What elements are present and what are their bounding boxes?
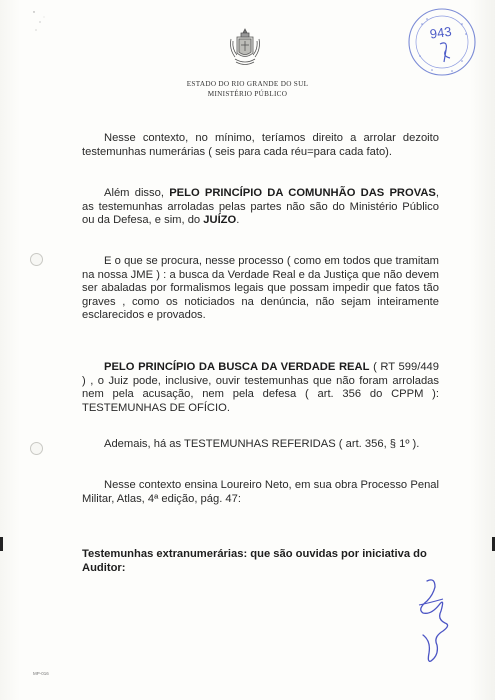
paragraph-1 xyxy=(82,132,439,159)
signature xyxy=(405,575,455,665)
paragraph-6-text: Nesse contexto ensina Loureiro Neto, em sua obra Processo Penal Militar, Atlas, 4ª edição, pág. 47: xyxy=(82,479,439,505)
paragraph-2-bold-end: JUÍZO xyxy=(203,214,237,227)
paragraph-6 xyxy=(82,479,439,506)
paragraph-4-bold: PELO PRINCÍPIO DA BUSCA DA VERDADE REAL xyxy=(104,361,370,373)
footer-form-code: MP-016 xyxy=(33,671,49,676)
section-heading: Testemunhas extranumerárias: que são ouvidas por iniciativa do Auditor: xyxy=(82,548,427,574)
paragraph-2-bold: PELO PRINCÍPIO DA COMUNHÃO DAS PROVAS xyxy=(169,187,436,199)
paragraph-4 xyxy=(82,361,439,415)
scan-specks xyxy=(28,8,58,38)
punch-hole xyxy=(30,253,43,266)
paragraph-5 xyxy=(82,438,439,452)
paragraph-4-rest: ( RT 599/449 ) , o Juiz pode, inclusive, ouvir testemunhas que não foram arroladas nem pela acusação, nem pela defesa ( art. 356 do CPPM ): TESTEMUNHAS DE OFÍCIO. xyxy=(82,361,439,414)
paragraph-2-rest: , as testemunhas arroladas pelas partes não são do Ministério Público ou da Defesa, e sim, do xyxy=(82,187,439,227)
header-state: ESTADO DO RIO GRANDE DO SUL xyxy=(186,80,309,88)
header-ministry: MINISTÉRIO PÚBLICO xyxy=(207,90,288,98)
coat-of-arms-icon xyxy=(227,27,263,69)
paragraph-3-text: E o que se procura, nesse processo ( como em todos que tramitam na nossa JME ) : a busca da Verdade Real e da Justiça que não devem ser abaladas por formalismos legais que possam impedir que fatos tão graves , como os noticiados na denúncia, não sejam inteiramente esclarecidos e provados. xyxy=(82,255,439,322)
page-number-stamp xyxy=(402,4,480,82)
paragraph-5-text: Ademais, há as TESTEMUNHAS REFERIDAS ( art. 356, § 1º ). xyxy=(104,438,420,450)
paragraph-3 xyxy=(82,255,439,323)
paragraph-2-lead: Além disso, xyxy=(104,187,170,199)
stamp-number: 943 xyxy=(428,23,453,42)
paragraph-1-text: Nesse contexto, no mínimo, teríamos direito a arrolar dezoito testemunhas numerárias ( seis para cada réu=para cada fato). xyxy=(82,132,439,158)
scan-edge-mark xyxy=(0,537,3,551)
paragraph-2-end: . xyxy=(236,214,240,227)
paragraph-2 xyxy=(82,187,439,228)
punch-hole xyxy=(30,442,43,455)
